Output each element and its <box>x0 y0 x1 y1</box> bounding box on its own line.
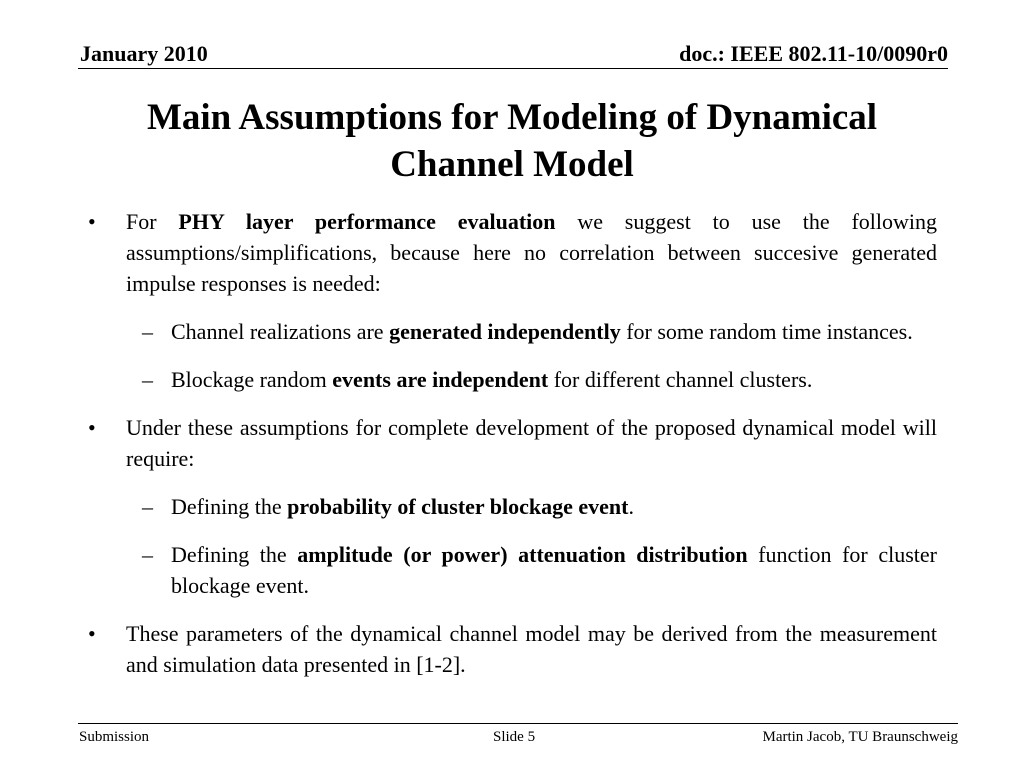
sub-bullet-1-1-text-post: for some random time instances. <box>620 319 913 344</box>
header-divider <box>78 68 948 69</box>
bullet-2-text: Under these assumptions for complete development of the proposed dynamical model will require: <box>126 415 937 471</box>
footer-slide-number: Slide 5 <box>493 729 536 745</box>
sub-bullet-2-2-text-post: function for cluster blockage event. <box>171 542 937 598</box>
sub-bullet-2-2-text-pre: Defining the <box>171 542 298 567</box>
slide-title-line-1: Main Assumptions for Modeling of Dynamical <box>146 97 878 138</box>
bullet-1-text-post: we suggest to use the following assumptions/simplifications, because here no correlation between succesive generated impulse responses is needed: <box>126 209 937 296</box>
sub-bullet-1-1-text-bold: generated independently <box>389 319 621 344</box>
sub-bullet-1-1-text-pre: Channel realizations are <box>171 319 390 344</box>
sub-bullet-1-2 <box>80 364 937 395</box>
sub-bullet-2-1-text-pre: Defining the <box>171 494 288 519</box>
bullet-1 <box>80 206 937 299</box>
bullet-1-text-bold: PHY layer performance evaluation <box>178 209 556 234</box>
bullet-3 <box>80 618 937 680</box>
sub-bullet-1-2-text-post: for different channel clusters. <box>548 367 813 392</box>
bullet-marker: • <box>88 209 96 234</box>
footer-author: Martin Jacob, TU Braunschweig <box>762 729 958 745</box>
slide-title-line-2: Channel Model <box>390 144 634 185</box>
slide-body <box>80 206 937 697</box>
sub-bullet-2-1-text-post: . <box>628 494 634 519</box>
sub-bullet-2-2-text-bold: amplitude (or power) attenuation distribution <box>297 542 748 567</box>
footer-submission: Submission <box>79 729 150 745</box>
sub-bullet-1-2-text-bold: events are independent <box>332 367 549 392</box>
sub-bullet-marker: – <box>142 542 153 567</box>
sub-bullet-marker: – <box>142 367 153 392</box>
bullet-3-text: These parameters of the dynamical channel model may be derived from the measurement and simulation data presented in [1-2]. <box>126 621 937 677</box>
slide-title <box>60 94 964 188</box>
header-doc-id: doc.: IEEE 802.11-10/0090r0 <box>679 41 948 66</box>
bullet-2 <box>80 412 937 474</box>
footer-divider <box>78 723 958 724</box>
bullet-1-text-pre: For <box>126 209 179 234</box>
sub-bullet-marker: – <box>142 319 153 344</box>
sub-bullet-2-1-text-bold: probability of cluster blockage event <box>287 494 629 519</box>
sub-bullet-2-1 <box>80 491 937 522</box>
header-date: January 2010 <box>80 41 208 66</box>
bullet-marker: • <box>88 415 96 440</box>
sub-bullet-1-2-text-pre: Blockage random <box>171 367 333 392</box>
sub-bullet-1-1 <box>80 316 937 347</box>
bullet-marker: • <box>88 621 96 646</box>
sub-bullet-2-2 <box>80 539 937 601</box>
sub-bullet-marker: – <box>142 494 153 519</box>
